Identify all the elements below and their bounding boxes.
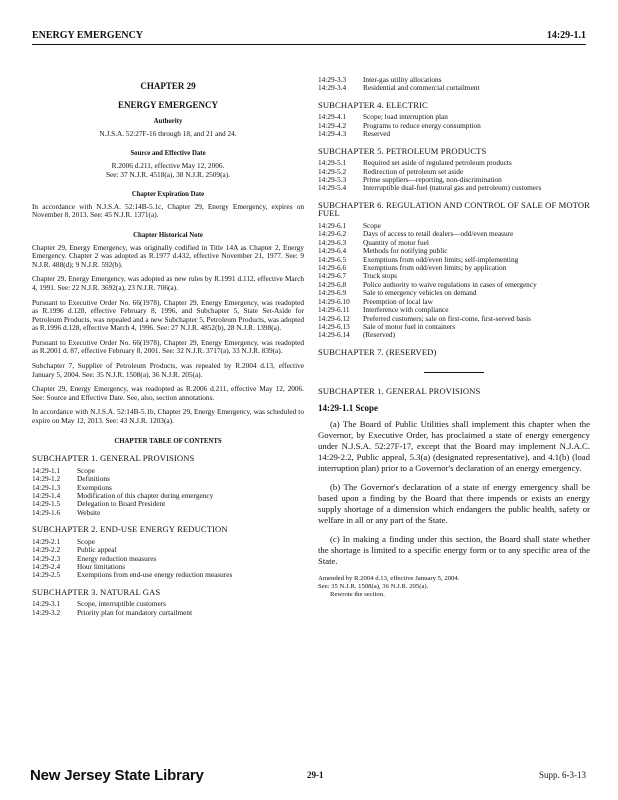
- toc-entry: [318, 264, 590, 272]
- toc-subchapter-7: SUBCHAPTER 7. (RESERVED): [318, 346, 437, 357]
- section-paragraph-b: (b) The Governor's declaration of a state of energy emergency shall be based upon a finding by the Board that there impends or exists an energy supply shortage of a dimension which endangers the public health, safety or welfare in all or any part of the State.: [318, 481, 590, 525]
- toc-entry-title: Days of access to retail dealers—odd/even measure: [363, 229, 514, 239]
- toc-entry: [32, 492, 304, 500]
- toc-entry-number: 14:29-4.1: [318, 112, 347, 122]
- toc-entry: [32, 555, 304, 563]
- toc-entry: [32, 538, 304, 546]
- historical-note: Chapter 29, Energy Emergency, was originally codified in Title 14A as Chapter 2, Energy Emergency. Chapter 2 was adopted as R.1977 d.432, effective November 21, 1977. See: 9 N.J.R. 488(d); 9 N.J.R. 592(b).: [32, 242, 304, 269]
- toc-entry-title: (Reserved): [363, 330, 396, 340]
- toc-list-sub6: [318, 222, 590, 340]
- toc-entry-number: 14:29-6.2: [318, 229, 347, 239]
- toc-entry-number: 14:29-3.3: [318, 75, 347, 84]
- toc-entry-title: Scope: [363, 221, 381, 231]
- toc-entry: [318, 130, 590, 138]
- toc-subchapter-6: SUBCHAPTER 6. REGULATION AND CONTROL OF SALE OF MOTOR FUEL: [318, 199, 590, 219]
- expiration-heading: Chapter Expiration Date: [131, 191, 205, 199]
- toc-entry-number: 14:29-6.5: [318, 254, 347, 264]
- toc-entry: [318, 239, 590, 247]
- toc-entry-number: 14:29-2.5: [32, 570, 61, 580]
- toc-entry-title: Modification of this chapter during emergency: [77, 491, 214, 501]
- running-header-section: 14:29-1.1: [546, 30, 586, 41]
- toc-entry-number: 14:29-6.3: [318, 237, 347, 247]
- toc-entry-title: Interference with compliance: [363, 305, 449, 315]
- toc-entry-number: 14:29-6.11: [318, 305, 350, 315]
- toc-entry: [318, 323, 590, 331]
- toc-entry-title: Scope: [77, 536, 95, 546]
- toc-entry-number: 14:29-1.3: [32, 482, 61, 492]
- toc-entry-number: 14:29-1.2: [32, 474, 61, 484]
- toc-list-sub1: [32, 467, 304, 517]
- toc-entry-number: 14:29-2.1: [32, 536, 61, 546]
- historical-heading: Chapter Historical Note: [133, 231, 203, 239]
- toc-entry-title: Scope, interruptible customers: [77, 599, 166, 609]
- source-text-1: R.2006 d.211, effective May 12, 2006.: [111, 160, 225, 170]
- toc-list-sub2: [32, 538, 304, 580]
- toc-list-sub3: [32, 600, 304, 617]
- toc-entry-number: 14:29-4.2: [318, 120, 347, 130]
- toc-entry-number: 14:29-5.1: [318, 158, 347, 168]
- historical-note: Pursuant to Executive Order No. 66(1978), Chapter 29, Energy Emergency, was readopted as R.1996 d.128, effective February 8, 1996, and Subchapter 5, State Set-Aside for Petroleum Products, was repealed and a new Subchapter 5, Petroleum Products, was adopted as R.1996 d.128, effective March 4, 1996. See: 27 N.J.R. 4852(b), 28 N.J.R. 1398(a).: [32, 297, 304, 333]
- toc-entry-title: Sale of motor fuel in containers: [363, 321, 456, 331]
- toc-entry-number: 14:29-6.14: [318, 330, 350, 340]
- toc-entry: [318, 289, 590, 297]
- toc-subchapter-3: SUBCHAPTER 3. NATURAL GAS: [32, 586, 161, 597]
- footer-library-name: New Jersey State Library: [30, 767, 204, 784]
- toc-entry: [32, 475, 304, 483]
- running-header-title: ENERGY EMERGENCY: [32, 30, 144, 41]
- toc-entry-title: Hour limitations: [77, 562, 126, 572]
- toc-entry-number: 14:29-6.10: [318, 296, 350, 306]
- chapter-name: ENERGY EMERGENCY: [118, 99, 218, 110]
- toc-subchapter-2: SUBCHAPTER 2. END-USE ENERGY REDUCTION: [32, 524, 228, 535]
- authority-text: N.J.S.A. 52:27F-16 through 18, and 21 and 24.: [99, 128, 237, 138]
- toc-entry: [318, 331, 590, 339]
- toc-entry-title: Exemptions from odd/even limits; by application: [363, 263, 507, 273]
- toc-subchapter-5: SUBCHAPTER 5. PETROLEUM PRODUCTS: [318, 145, 487, 156]
- toc-subchapter-4: SUBCHAPTER 4. ELECTRIC: [318, 99, 428, 110]
- toc-entry-title: Required set aside of regulated petroleum products: [363, 158, 512, 168]
- toc-subchapter-1: SUBCHAPTER 1. GENERAL PROVISIONS: [32, 453, 195, 464]
- toc-entry-title: Inter-gas utility allocations: [363, 75, 442, 84]
- amendment-note-3: Rewrote the section.: [330, 590, 385, 598]
- source-text-2: See: 37 N.J.R. 4518(a), 38 N.J.R. 2509(a).: [105, 169, 231, 179]
- source-heading: Source and Effective Date: [130, 150, 206, 158]
- body-subchapter-title: SUBCHAPTER 1. GENERAL PROVISIONS: [318, 386, 481, 397]
- amendment-note-1: Amended by R.2004 d.13, effective January 5, 2004.: [318, 574, 460, 582]
- toc-entry-title: Sale to emergency vehicles on demand: [363, 288, 477, 298]
- section-divider: [424, 372, 484, 373]
- toc-entry-number: 14:29-1.5: [32, 499, 61, 509]
- toc-entry-number: 14:29-1.4: [32, 491, 61, 501]
- toc-entry-title: Truck stops: [363, 271, 397, 281]
- historical-note: Pursuant to Executive Order No. 66(1978), Chapter 29, Energy Emergency, was readopted as R.2001 d. 87, effective February 8, 2001. See: 32 N.J.R. 3717(a), 33 N.J.R. 839(a).: [32, 337, 304, 356]
- toc-entry: [32, 546, 304, 554]
- section-heading: 14:29-1.1 Scope: [318, 402, 378, 413]
- toc-entry-title: Exemptions: [77, 482, 112, 492]
- historical-note: Chapter 29, Energy Emergency, was adopted as new rules by R.1991 d.112, effective March 4, 1991. See: 22 N.J.R. 3692(a), 23 N.J.R. 706(a).: [32, 274, 304, 292]
- toc-entry: [318, 230, 590, 238]
- toc-entry-title: Interruptible dual-fuel (natural gas and petroleum) customers: [363, 183, 542, 193]
- header-rule: [32, 44, 586, 45]
- toc-entry-title: Prime suppliers—reporting, non-discrimination: [363, 175, 502, 185]
- toc-entry: [318, 184, 590, 192]
- toc-entry-number: 14:29-2.3: [32, 553, 61, 563]
- toc-entry-number: 14:29-1.6: [32, 507, 61, 517]
- toc-entry-number: 14:29-3.4: [318, 83, 347, 93]
- toc-heading: CHAPTER TABLE OF CONTENTS: [114, 437, 222, 445]
- toc-entry: [32, 509, 304, 517]
- expiration-text: In accordance with N.J.S.A. 52:14B-5.1c, Chapter 29, Energy Emergency, expires on November 8, 2013. See: 45 N.J.R. 1371(a).: [32, 201, 304, 220]
- toc-entry-number: 14:29-2.4: [32, 562, 61, 572]
- amendment-note-2: See: 35 N.J.R. 1508(a), 36 N.J.R. 205(a).: [318, 582, 429, 590]
- toc-entry-title: Methods for notifying public: [363, 246, 448, 256]
- toc-entry-number: 14:29-2.2: [32, 545, 61, 555]
- toc-entry-number: 14:29-6.8: [318, 279, 347, 289]
- toc-entry: [318, 298, 590, 306]
- toc-entry-number: 14:29-6.12: [318, 313, 350, 323]
- section-paragraph-a: (a) The Board of Public Utilities shall implement this chapter when the Governor, by Executive Order, has proclaimed a state of energy emergency under N.J.S.A. 52:27F-17, except that the Board may implement N.J.A.C. 14:29-2.2, Public appeal, 5.3(a) (designated representative), and 4.1(b) (load interruption plan) prior to a Governor's declaration of an energy emergency.: [318, 418, 590, 473]
- toc-entry-title: Police authority to waive regulations in cases of emergency: [363, 279, 537, 289]
- toc-entry: [318, 122, 590, 130]
- toc-entry-number: 14:29-5.3: [318, 175, 347, 185]
- historical-note: Chapter 29, Energy Emergency, was readopted as R.2006 d.211, effective May 12, 2006. See: Source and Effective Date. See, also, section annotations.: [32, 384, 304, 402]
- toc-list-sub4: [318, 113, 590, 138]
- toc-entry-title: Preemption of local law: [363, 296, 433, 306]
- toc-entry-title: Priority plan for mandatory curtailment: [77, 607, 193, 617]
- toc-entry-number: 14:29-5.2: [318, 166, 347, 176]
- left-column: [32, 62, 304, 617]
- toc-entry: [32, 571, 304, 579]
- toc-entry-number: 14:29-6.9: [318, 288, 347, 298]
- toc-entry-title: Energy reduction measures: [77, 553, 157, 563]
- authority-heading: Authority: [153, 118, 183, 126]
- toc-list-sub3-cont: [318, 76, 590, 93]
- toc-entry-title: Exemptions from odd/even limits; self-implementing: [363, 254, 519, 264]
- toc-entry-title: Quantity of motor fuel: [363, 237, 429, 247]
- toc-entry-number: 14:29-5.4: [318, 183, 347, 193]
- toc-entry: [32, 467, 304, 475]
- toc-entry: [318, 84, 590, 92]
- toc-entry-number: 14:29-4.3: [318, 129, 347, 139]
- toc-entry-title: Definitions: [77, 474, 110, 484]
- toc-entry-number: 14:29-3.1: [32, 599, 61, 609]
- toc-list-sub5: [318, 159, 590, 193]
- chapter-title: CHAPTER 29: [140, 81, 196, 91]
- toc-entry-number: 14:29-6.6: [318, 263, 347, 273]
- toc-entry-title: Website: [77, 507, 101, 517]
- toc-entry-title: Programs to reduce energy consumption: [363, 120, 481, 130]
- toc-entry: [32, 500, 304, 508]
- toc-entry-title: Exemptions from end-use energy reduction measures: [77, 570, 233, 580]
- toc-entry: [32, 609, 304, 617]
- toc-entry-title: Reserved: [363, 129, 391, 139]
- section-paragraph-c: (c) In making a finding under this section, the Board shall state whether the shortage is limited to a specific energy form or to any specific area of the State.: [318, 533, 590, 566]
- toc-entry-title: Delegation to Board President: [77, 499, 166, 509]
- historical-note: In accordance with N.J.S.A. 52:14B-5.1b, Chapter 29, Energy Emergency, was scheduled to expire on May 12, 2013. See: 43 N.J.R. 1203(a).: [32, 407, 304, 426]
- footer-page-number: 29-1: [307, 770, 324, 780]
- toc-entry-number: 14:29-6.4: [318, 246, 347, 256]
- toc-entry-number: 14:29-6.13: [318, 321, 350, 331]
- toc-entry-number: 14:29-3.2: [32, 607, 61, 617]
- toc-entry-number: 14:29-6.1: [318, 221, 347, 231]
- footer-supplement: Supp. 6-3-13: [539, 770, 586, 780]
- toc-entry-title: Residential and commercial curtailment: [363, 83, 480, 93]
- toc-entry-title: Preferred customers; sale on first-come, first-served basis: [363, 313, 531, 323]
- right-column: [318, 76, 590, 599]
- historical-note: Subchapter 7, Supplier of Petroleum Products, was repealed by R.2004 d.13, effective January 5, 2004. See: 35 N.J.R. 1508(a), 36 N.J.R. 205(a).: [32, 361, 304, 379]
- toc-entry-title: Public appeal: [77, 545, 117, 555]
- toc-entry-number: 14:29-6.7: [318, 271, 347, 281]
- toc-entry-number: 14:29-1.1: [32, 465, 61, 475]
- toc-entry-title: Redirection of petroleum set aside: [363, 166, 464, 176]
- toc-entry-title: Scope; load interruption plan: [363, 112, 448, 122]
- toc-entry-title: Scope: [77, 465, 95, 475]
